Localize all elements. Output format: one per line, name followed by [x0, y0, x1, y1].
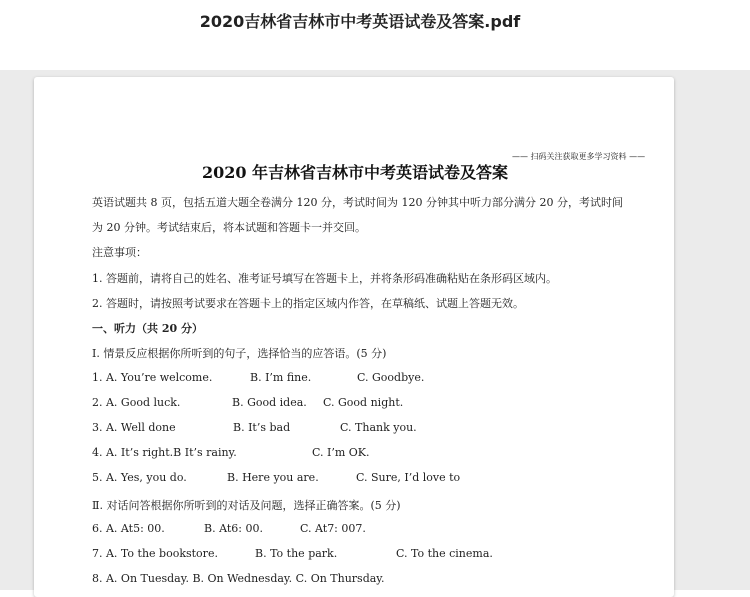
- question-2: [92, 396, 403, 409]
- watermark-text: —— 扫码关注获取更多学习资料 ——: [512, 152, 646, 161]
- question-1: [92, 371, 424, 384]
- question-3-option-c: C. Thank you.: [340, 421, 417, 434]
- question-6: [92, 522, 366, 535]
- part-heading-1: Ⅰ. 情景反应根据你所听到的句子，选择恰当的应答语。(5 分): [92, 347, 387, 360]
- question-4-option-c: C. I’m OK.: [312, 446, 370, 459]
- intro-line-2: 为 20 分钟。考试结束后，将本试题和答题卡一并交回。: [92, 221, 366, 234]
- question-2-option-b: B. Good idea.: [232, 396, 307, 409]
- question-5-option-a: 5. A. Yes, you do.: [92, 471, 187, 484]
- section-heading-listening: 一、听力（共 20 分）: [92, 322, 203, 335]
- question-1-option-b: B. I’m fine.: [250, 371, 312, 384]
- question-6-option-c: C. At7: 007.: [300, 522, 366, 535]
- question-4-option-ab: 4. A. It’s right.B It’s rainy.: [92, 446, 237, 459]
- question-3-option-b: B. It’s bad: [233, 421, 291, 434]
- question-7-option-c: C. To the cinema.: [396, 547, 493, 560]
- question-5-option-b: B. Here you are.: [227, 471, 319, 484]
- question-5-option-c: C. Sure, I’d love to: [356, 471, 461, 484]
- part-heading-2: Ⅱ. 对话问答根据你所听到的对话及问题，选择正确答案。(5 分): [92, 499, 401, 512]
- intro-line-1: 英语试题共 8 页，包括五道大题全卷满分 120 分，考试时间为 120 分钟其中听力部分满分 20 分，考试时间: [92, 196, 623, 209]
- question-7: [92, 547, 493, 560]
- viewer-header: [0, 0, 750, 70]
- question-5: [92, 471, 460, 484]
- question-6-option-a: 6. A. At5: 00.: [92, 522, 165, 535]
- notice-item-2: 2. 答题时，请按照考试要求在答题卡上的指定区域内作答，在草稿纸、试题上答题无效。: [92, 297, 524, 310]
- question-7-option-a: 7. A. To the bookstore.: [92, 547, 218, 560]
- question-2-option-c: C. Good night.: [323, 396, 404, 409]
- question-3: [92, 421, 417, 434]
- document-title: 2020 年吉林省吉林市中考英语试卷及答案: [201, 163, 509, 182]
- question-1-option-c: C. Goodbye.: [357, 371, 425, 384]
- notice-heading: 注意事项：: [92, 246, 147, 259]
- question-2-option-a: 2. A. Good luck.: [92, 396, 181, 409]
- notice-item-1: 1. 答题前，请将自己的姓名、准考证号填写在答题卡上，并将条形码准确粘贴在条形码区域内。: [92, 272, 557, 285]
- question-7-option-b: B. To the park.: [255, 547, 338, 560]
- question-4: [92, 446, 370, 459]
- question-8: 8. A. On Tuesday. B. On Wednesday. C. On Thursday.: [92, 572, 385, 585]
- question-3-option-a: 3. A. Well done: [92, 421, 176, 434]
- question-1-option-a: 1. A. You’re welcome.: [92, 371, 213, 384]
- file-title: 2020吉林省吉林市中考英语试卷及答案.pdf: [199, 12, 521, 31]
- question-6-option-b: B. At6: 00.: [204, 522, 263, 535]
